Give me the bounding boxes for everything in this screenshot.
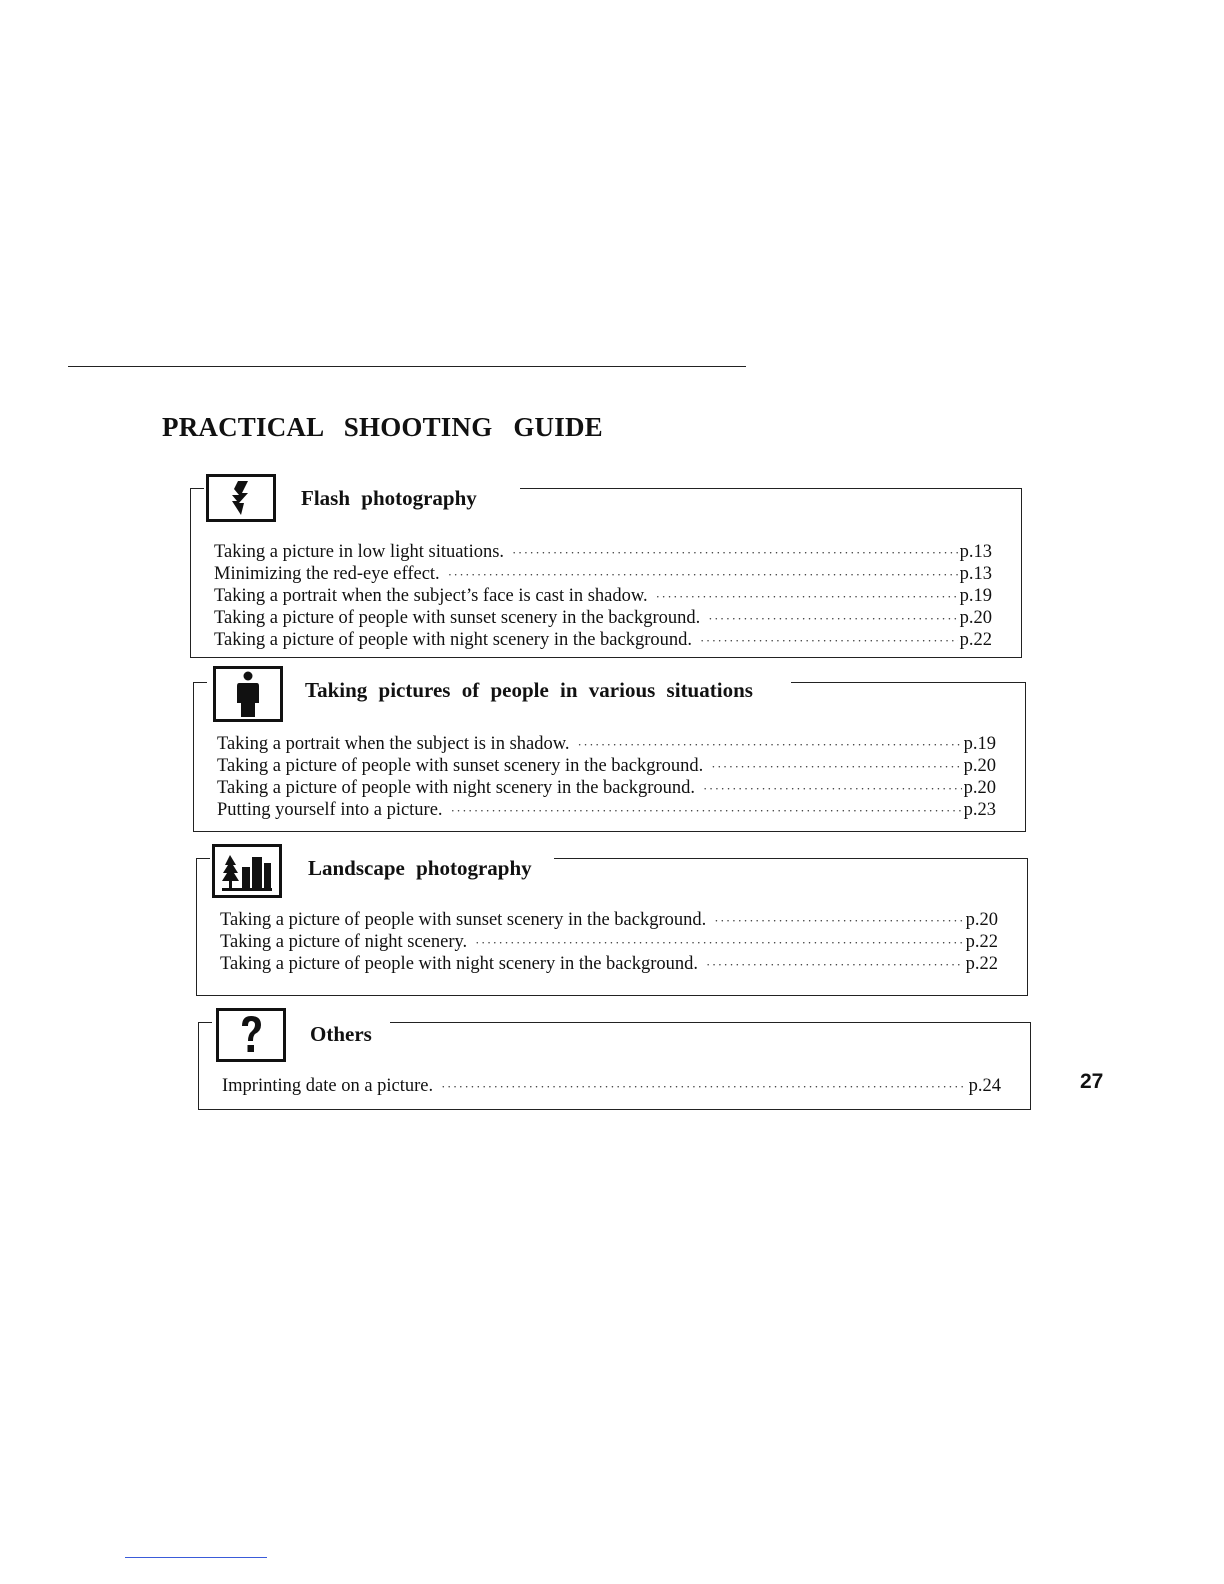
section-others — [198, 1006, 1031, 1110]
list-item — [214, 542, 992, 564]
entry-page: p.20 — [959, 608, 992, 628]
section-people — [193, 666, 1026, 832]
entry-page: p.19 — [959, 586, 992, 606]
entry-page: p.13 — [959, 542, 992, 562]
entry-text: Taking a picture of people with sunset scenery in the background. — [217, 756, 704, 776]
entry-text: Taking a picture of night scenery. — [220, 932, 468, 952]
entry-list — [222, 1076, 1001, 1098]
question-mark-icon — [216, 1008, 286, 1062]
person-icon — [213, 666, 283, 722]
list-item — [220, 910, 998, 932]
entry-text: Taking a portrait when the subject is in shadow. — [217, 734, 570, 754]
list-item — [217, 800, 996, 822]
list-item — [220, 954, 998, 976]
entry-list — [217, 734, 996, 822]
page-number: 27 — [1080, 1070, 1104, 1093]
entry-page: p.22 — [965, 954, 998, 974]
section-title: Flash photography — [301, 486, 477, 510]
flash-icon — [206, 474, 276, 522]
entry-text: Putting yourself into a picture. — [217, 800, 443, 820]
entry-page: p.22 — [959, 630, 992, 650]
list-item — [222, 1076, 1001, 1098]
entry-list — [214, 542, 992, 652]
page-title: PRACTICAL SHOOTING GUIDE — [162, 412, 603, 442]
entry-page: p.23 — [963, 800, 996, 820]
entry-list — [220, 910, 998, 976]
entry-page: p.13 — [959, 564, 992, 584]
entry-page: p.20 — [963, 778, 996, 798]
list-item — [214, 586, 992, 608]
list-item — [217, 756, 996, 778]
section-title: Landscape photography — [308, 856, 532, 880]
list-item — [214, 608, 992, 630]
list-item — [214, 630, 992, 652]
section-flash-photography — [190, 470, 1022, 658]
entry-page: p.20 — [963, 756, 996, 776]
entry-text: Taking a portrait when the subject’s face is cast in shadow. — [214, 586, 648, 606]
landscape-icon — [212, 844, 282, 898]
entry-text: Taking a picture of people with sunset scenery in the background. — [220, 910, 707, 930]
list-item — [214, 564, 992, 586]
section-landscape-photography — [196, 842, 1028, 996]
list-item — [220, 932, 998, 954]
bottom-rule — [125, 1557, 267, 1558]
entry-text: Taking a picture of people with night scenery in the background. — [214, 630, 693, 650]
entry-text: Taking a picture in low light situations. — [214, 542, 505, 562]
entry-text: Minimizing the red-eye effect. — [214, 564, 440, 584]
entry-page: p.22 — [965, 932, 998, 952]
entry-page: p.19 — [963, 734, 996, 754]
list-item — [217, 734, 996, 756]
entry-text: Taking a picture of people with sunset scenery in the background. — [214, 608, 701, 628]
list-item — [217, 778, 996, 800]
entry-text: Taking a picture of people with night scenery in the background. — [220, 954, 699, 974]
top-rule — [68, 366, 746, 367]
entry-text: Taking a picture of people with night scenery in the background. — [217, 778, 696, 798]
section-title: Taking pictures of people in various situations — [305, 678, 753, 702]
section-title: Others — [310, 1022, 372, 1046]
entry-page: p.24 — [968, 1076, 1001, 1096]
entry-page: p.20 — [965, 910, 998, 930]
entry-text: Imprinting date on a picture. — [222, 1076, 434, 1096]
